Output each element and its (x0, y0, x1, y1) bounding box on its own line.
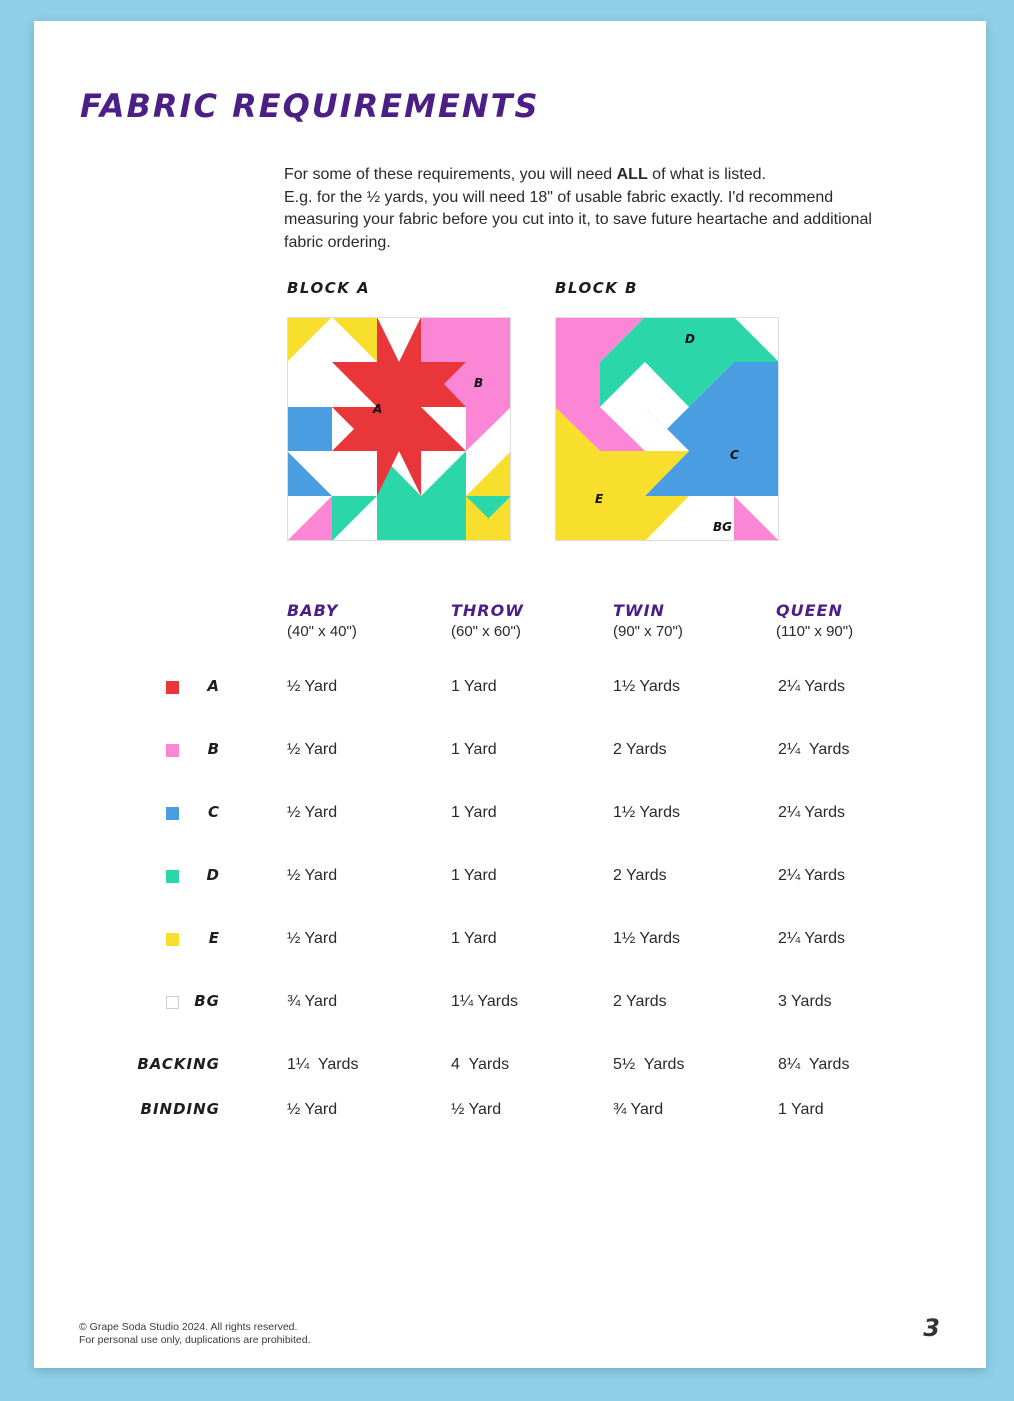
cell-baby: 1¼ Yards (287, 1056, 359, 1073)
fabric-row-binding (34, 1099, 986, 1123)
cell-twin: 1½ Yards (613, 678, 681, 695)
block-b-label-e: E (595, 492, 604, 506)
row-label: A (207, 677, 220, 695)
intro-line-1-end: of what is listed. (647, 166, 766, 183)
size-header-baby (287, 601, 357, 643)
copyright-footer (79, 1321, 311, 1347)
cell-queen: 3 Yards (778, 993, 832, 1010)
cell-throw: 1 Yard (451, 804, 497, 821)
document-page (34, 21, 986, 1368)
intro-body: E.g. for the ½ yards, you will need 18" of usable fabric exactly. I'd recommend measuring your fabric before you cut into it, to save future heartache and additional fabric ordering. (284, 188, 872, 251)
intro-emphasis: ALL (616, 166, 648, 183)
block-b-label-bg: BG (713, 520, 732, 534)
cell-baby: ½ Yard (287, 678, 338, 695)
row-label: BACKING (137, 1055, 220, 1073)
cell-throw: 1 Yard (451, 930, 497, 947)
cell-twin: 2 Yards (613, 741, 667, 758)
cell-baby: ½ Yard (287, 741, 338, 758)
cell-queen: 2¼ Yards (778, 741, 850, 758)
row-label: C (207, 803, 220, 821)
color-swatch-b (166, 744, 179, 757)
size-header-twin (613, 601, 683, 643)
size-name: QUEEN (776, 601, 843, 620)
size-header-throw (451, 601, 524, 643)
cell-queen: 1 Yard (778, 1101, 824, 1118)
block-a-blue-l (287, 407, 332, 451)
row-label: B (207, 740, 220, 758)
block-b-bg-square (689, 496, 734, 541)
color-swatch-e (166, 933, 179, 946)
cell-twin: 2 Yards (613, 867, 667, 884)
cell-throw: ½ Yard (451, 1101, 502, 1118)
cell-queen: 8¼ Yards (778, 1056, 850, 1073)
fabric-row-a (34, 676, 986, 700)
color-swatch-a (166, 681, 179, 694)
fabric-row-bg (34, 991, 986, 1015)
fabric-row-backing (34, 1054, 986, 1078)
cell-throw: 4 Yards (451, 1056, 510, 1073)
fabric-row-c (34, 802, 986, 826)
cell-queen: 2¼ Yards (778, 804, 846, 821)
size-dimensions: (90" x 70") (613, 623, 683, 640)
cell-throw: 1 Yard (451, 741, 497, 758)
cell-baby: ½ Yard (287, 1101, 338, 1118)
color-swatch-bg (166, 996, 179, 1009)
cell-twin: 1½ Yards (613, 804, 681, 821)
color-swatch-d (166, 870, 179, 883)
block-a-diagram (287, 317, 511, 541)
copyright-line: © Grape Soda Studio 2024. All rights reserved. (79, 1321, 298, 1333)
fabric-row-b (34, 739, 986, 763)
cell-throw: 1 Yard (451, 678, 497, 695)
size-name: TWIN (613, 601, 665, 620)
row-label: BINDING (140, 1100, 220, 1118)
intro-line-1 (284, 164, 874, 187)
block-a-label-b: B (474, 376, 484, 390)
size-name: THROW (451, 601, 524, 620)
usage-line: For personal use only, duplications are prohibited. (79, 1334, 311, 1346)
cell-queen: 2¼ Yards (778, 678, 846, 695)
size-name: BABY (287, 601, 339, 620)
block-b-label: BLOCK B (555, 279, 638, 297)
cell-baby: ½ Yard (287, 804, 338, 821)
cell-baby: ½ Yard (287, 867, 338, 884)
row-label: D (206, 866, 220, 884)
block-a-label: BLOCK A (287, 279, 371, 297)
size-dimensions: (60" x 60") (451, 623, 521, 640)
cell-baby: ½ Yard (287, 930, 338, 947)
page-number: 3 (923, 1314, 940, 1342)
cell-twin: ¾ Yard (613, 1101, 664, 1118)
intro-text (284, 164, 874, 254)
row-label: BG (194, 992, 220, 1010)
page-title: FABRIC REQUIREMENTS (80, 87, 540, 125)
fabric-row-d (34, 865, 986, 889)
size-header-queen (776, 601, 853, 643)
block-b-label-d: D (685, 332, 695, 346)
block-b-diagram (555, 317, 779, 541)
cell-twin: 2 Yards (613, 993, 667, 1010)
color-swatch-c (166, 807, 179, 820)
block-a-label-a: A (373, 402, 383, 416)
fabric-row-e (34, 928, 986, 952)
size-dimensions: (110" x 90") (776, 623, 854, 640)
size-dimensions: (40" x 40") (287, 623, 357, 640)
cell-throw: 1¼ Yards (451, 993, 519, 1010)
intro-line-1-start: For some of these requirements, you will need (284, 166, 617, 183)
block-b-label-c: C (730, 448, 739, 462)
cell-twin: 5½ Yards (613, 1056, 685, 1073)
cell-twin: 1½ Yards (613, 930, 681, 947)
cell-queen: 2¼ Yards (778, 867, 846, 884)
row-label: E (208, 929, 220, 947)
cell-throw: 1 Yard (451, 867, 497, 884)
cell-queen: 2¼ Yards (778, 930, 846, 947)
cell-baby: ¾ Yard (287, 993, 338, 1010)
